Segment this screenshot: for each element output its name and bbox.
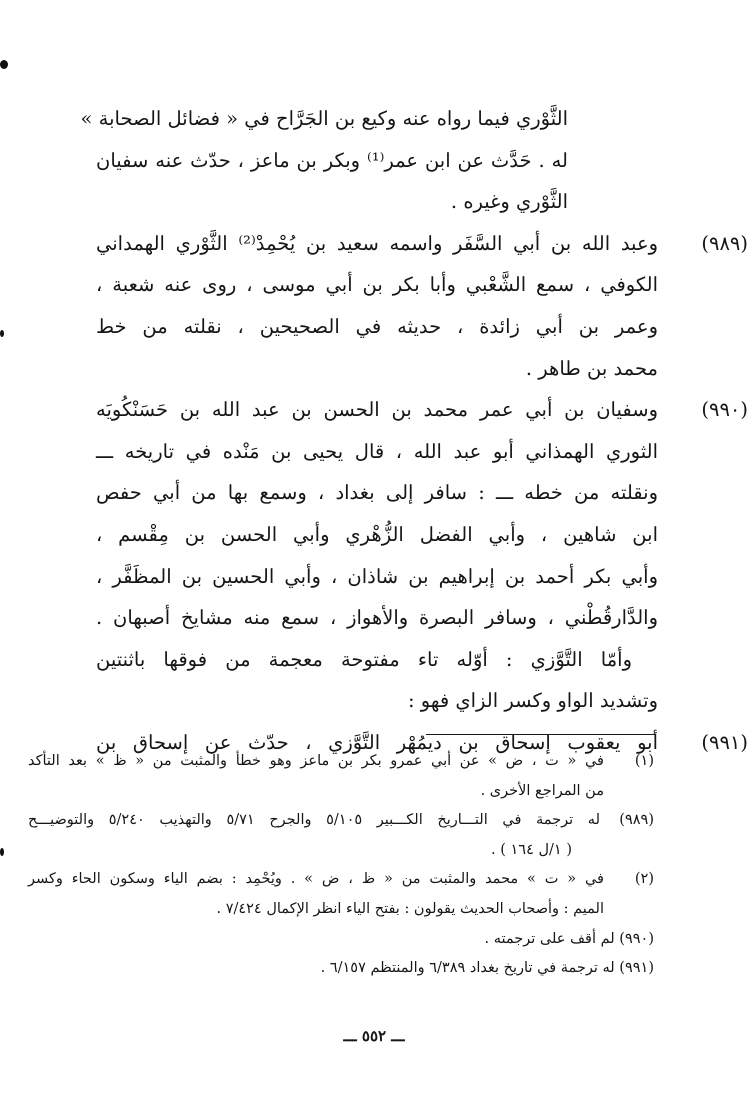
page-number: ـــ ٥٥٢ ـــ — [343, 1027, 405, 1045]
text-line: والدَّارقُطْني ، وسافر البصرة والأهواز ، سمع منه مشايخ أصبهان . — [96, 606, 658, 630]
footnote-text: ( ١/ل ١٦٤ ) . — [491, 841, 572, 858]
text-line: وأمّا التَّوَّزي : أوّله تاء مفتوحة معجمة من فوقها باثنتين — [96, 647, 632, 671]
text-line: الثَّوْري فيما رواه عنه وكيع بن الجَرَّاح في « فضائل الصحابة » — [80, 107, 568, 130]
footnote-text: من المراجع الأخرى . — [480, 782, 604, 799]
footnote-2 — [28, 865, 654, 895]
text-line: ونقلته من خطه ـــ : سافر إلى بغداد ، وسمع بها من أبي حفص — [96, 481, 658, 505]
scan-mark — [0, 848, 4, 856]
text-line: وعمر بن أبي زائدة ، حديثه في الصحيحين ، نقلته من خط — [96, 314, 658, 338]
footnote-990: (٩٩٠) لم أقف على ترجمته . — [484, 930, 654, 947]
text-line: وعبد الله بن أبي السَّفَر واسمه سعيد بن يُحْمِدْ⁽²⁾ الثَّوْري الهمداني — [96, 231, 658, 255]
footnotes — [28, 747, 654, 984]
footnote-989 — [28, 806, 654, 836]
footnote-text: له ترجمة في التـــاريخ الكـــبير ٥/١٠٥ والجرح ٥/٧١ والتهذيب ٥/٢٤٠ والتوضيـــح — [28, 812, 600, 829]
text-line: الثَّوْري وغيره . — [450, 190, 568, 214]
text-line: ابن شاهين ، وأبي الفضل الزُّهْري وأبي الحسن بن مِقْسم ، — [96, 522, 658, 546]
footnote-number: (٢) — [634, 871, 654, 888]
footnote-number: (١) — [634, 753, 654, 769]
entry-number: (٩٨٩) — [701, 231, 748, 255]
text-line: الكوفي ، سمع الشَّعْبي وأبا بكر بن أبي موسى ، روى عنه شعبة ، — [96, 273, 658, 297]
text-line: وأبي بكر أحمد بن إبراهيم بن شاذان ، وأبي الحسين بن المظَفَّر ، — [96, 564, 658, 588]
footnote-number: (٩٨٩) — [619, 812, 654, 829]
scan-mark — [0, 60, 8, 69]
footnote-991: (٩٩١) له ترجمة في تاريخ بغداد ٦/٣٨٩ والمنتظم ٦/١٥٧ . — [320, 960, 654, 977]
text-line: أبو يعقوب إسحاق بن ديمُهْر التَّوَّزي ، حدّث عن إسحاق بن — [96, 730, 658, 754]
scan-mark — [0, 330, 4, 337]
main-text — [80, 98, 748, 764]
text-line: محمد بن طاهر . — [525, 356, 658, 380]
entry-number: (٩٩٠) — [701, 398, 748, 422]
text-line: وتشديد الواو وكسر الزاي فهو : — [407, 689, 658, 713]
footnote-text: في « ت ، ض » عن أبي عمرو بكر بن ماعز وهو خطأ والمثبت من « ظ » بعد التأكد — [28, 753, 604, 769]
footnote-separator — [426, 734, 656, 735]
entry-990 — [96, 389, 748, 431]
footnote-1 — [28, 747, 654, 777]
footnote-text: في « ت » محمد والمثبت من « ظ ، ض » . ويُحْمِد : بضم الياء وسكون الحاء وكسر — [28, 871, 604, 888]
text-line: وسفيان بن أبي عمر محمد بن الحسن بن عبد الله بن حَسَنْكُويَه — [96, 398, 658, 422]
text-line: الثوري الهمذاني أبو عبد الله ، قال يحيى بن مَنْده في تاريخه ـــ — [96, 439, 658, 463]
text-line: له . حَدَّث عن ابن عمر⁽¹⁾ وبكر بن ماعز ، حدّث عنه سفيان — [96, 148, 568, 172]
entry-number: (٩٩١) — [701, 730, 748, 754]
footnote-text: الميم : وأصحاب الحديث يقولون : بفتح الياء انظر الإكمال ٧/٤٢٤ . — [216, 900, 604, 917]
entry-989 — [96, 223, 748, 265]
